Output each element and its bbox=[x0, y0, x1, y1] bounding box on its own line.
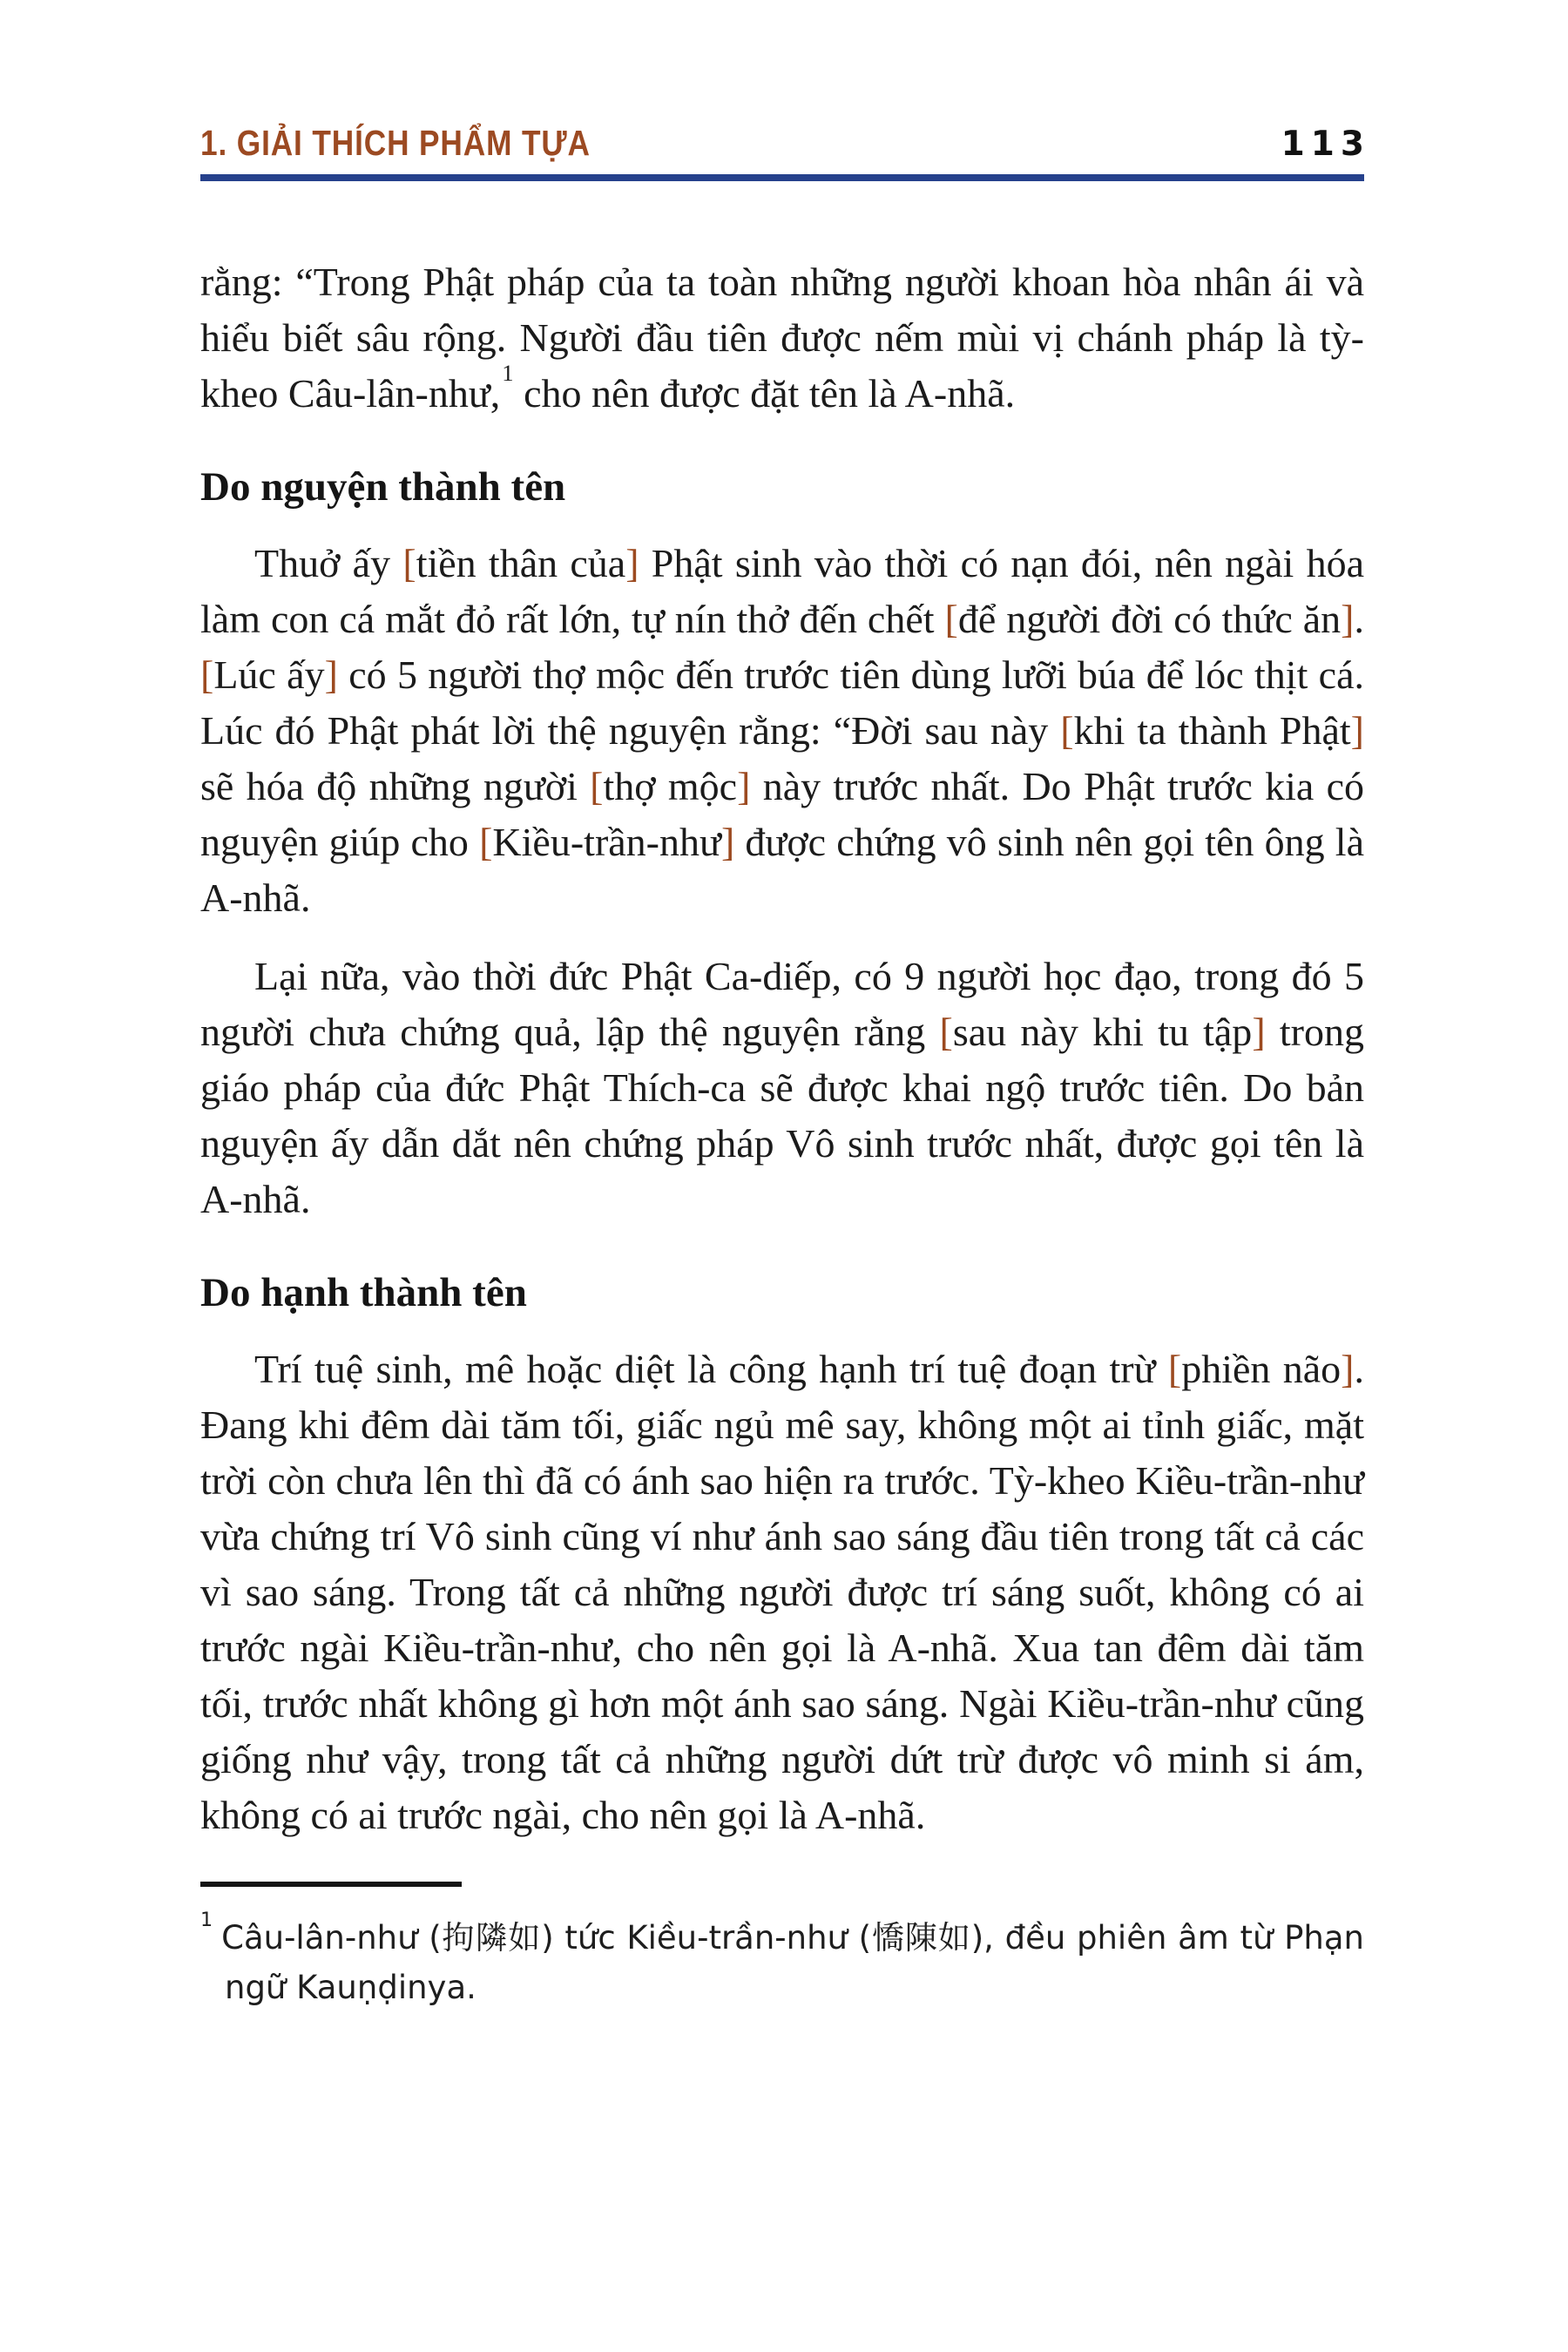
editorial-insertion: để người đời có thức ăn bbox=[957, 596, 1342, 641]
editorial-bracket-close: ] bbox=[720, 819, 735, 864]
footnote-marker: 1 bbox=[200, 1908, 213, 1931]
editorial-bracket-close: ] bbox=[1341, 596, 1355, 641]
editorial-insertion: thợ mộc bbox=[603, 763, 738, 808]
editorial-bracket-open: [ bbox=[402, 540, 416, 585]
footnote-text: Câu-lân-như (拘隣如) tức Kiều-trần-như (憍陳如), đều phiên âm từ Phạn ngữ Kauṇḍinya. bbox=[221, 1918, 1364, 2006]
editorial-bracket-close: ] bbox=[324, 652, 338, 697]
footnote-separator bbox=[200, 1882, 462, 1887]
paragraph: rằng: “Trong Phật pháp của ta toàn những người khoan hòa nhân ái và hiểu biết sâu rộng. Người đầu tiên được nếm mùi vị chánh pháp là tỳ-kheo Câu-lân-như,$^1$ cho nên được đặt tên là A-nhã. bbox=[200, 260, 1364, 416]
editorial-insertion: tiền thân của bbox=[416, 540, 626, 585]
page-number: 113 bbox=[1281, 125, 1370, 164]
editorial-insertion: phiền não bbox=[1181, 1346, 1342, 1391]
footnote bbox=[200, 1908, 1364, 2013]
section-heading: Do nguyện thành tên bbox=[200, 464, 566, 510]
paragraph: Trí tuệ sinh, mê hoặc diệt là công hạnh trí tuệ đoạn trừ [phiền não]. Đang khi đêm dài tăm tối, giấc ngủ mê say, không một ai tỉnh giấc, mặt trời còn chưa lên thì đã có ánh sao hiện ra trước. Tỳ-kheo Kiều-trần-như vừa chứng trí Vô sinh cũng ví như ánh sao sáng đầu tiên trong tất cả các vì sao sáng. Trong tất cả những người được trí sáng suốt, không có ai trước ngài Kiều-trần-như, cho nên gọi là A-nhã. Xua tan đêm dài tăm tối, trước nhất không gì hơn một ánh sao sáng. Ngài Kiều-trần-như cũng giống như vậy, trong tất cả những người dứt trừ được vô minh si ám, không có ai trước ngài, cho nên gọi là A-nhã. bbox=[200, 1346, 1364, 1837]
page-header bbox=[200, 123, 1370, 164]
section-title: 1. GIẢI THÍCH PHẨM TỰA bbox=[200, 123, 591, 163]
editorial-bracket-close: ] bbox=[1252, 1009, 1266, 1054]
editorial-insertion: Kiều-trần-như bbox=[492, 819, 721, 864]
footnote-reference: 1 bbox=[502, 360, 514, 387]
editorial-insertion: Lúc ấy bbox=[213, 652, 325, 697]
editorial-bracket-close: ] bbox=[625, 540, 639, 585]
editorial-insertion: khi ta thành Phật bbox=[1073, 707, 1351, 753]
body-content bbox=[200, 254, 1364, 1843]
editorial-bracket-open: [ bbox=[590, 763, 604, 808]
editorial-bracket-open: [ bbox=[939, 1009, 953, 1054]
paragraph: Thuở ấy [tiền thân của] Phật sinh vào thời có nạn đói, nên ngài hóa làm con cá mắt đỏ rất lớn, tự nín thở đến chết [để người đời có thức ăn]. [Lúc ấy] có 5 người thợ mộc đến trước tiên dùng lưỡi búa để lóc thịt cá. Lúc đó Phật phát lời thệ nguyện rằng: “Đời sau này [khi ta thành Phật] sẽ hóa độ những người [thợ mộc] này trước nhất. Do Phật trước kia có nguyện giúp cho [Kiều-trần-như] được chứng vô sinh nên gọi tên ông là A-nhã. bbox=[200, 540, 1365, 920]
editorial-insertion: sau này khi tu tập bbox=[952, 1009, 1253, 1054]
editorial-bracket-open: [ bbox=[479, 819, 493, 864]
editorial-bracket-close: ] bbox=[1341, 1346, 1355, 1391]
editorial-bracket-close: ] bbox=[1350, 707, 1364, 753]
page bbox=[200, 123, 1370, 2012]
editorial-bracket-close: ] bbox=[737, 763, 751, 808]
header-rule bbox=[200, 174, 1364, 181]
editorial-bracket-open: [ bbox=[944, 596, 958, 641]
editorial-bracket-open: [ bbox=[1060, 707, 1074, 753]
editorial-bracket-open: [ bbox=[1167, 1346, 1182, 1391]
paragraph: Lại nữa, vào thời đức Phật Ca-diếp, có 9 người học đạo, trong đó 5 người chưa chứng quả, lập thệ nguyện rằng [sau này khi tu tập] trong giáo pháp của đức Phật Thích-ca sẽ được khai ngộ trước tiên. Do bản nguyện ấy dẫn dắt nên chứng pháp Vô sinh trước nhất, được gọi tên là A-nhã. bbox=[200, 953, 1364, 1221]
section-heading: Do hạnh thành tên bbox=[200, 1269, 527, 1315]
editorial-bracket-open: [ bbox=[200, 652, 214, 697]
